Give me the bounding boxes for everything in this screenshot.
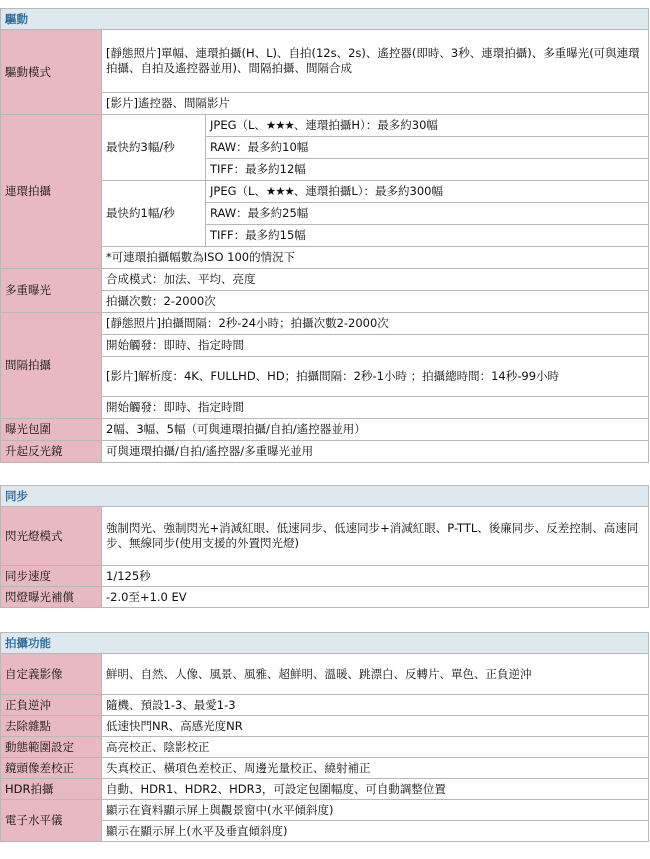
lens-correction-label: 鏡頭像差校正 xyxy=(1,758,102,779)
multi-exposure-label: 多重曝光 xyxy=(1,269,102,313)
flash-comp-label: 閃燈曝光補償 xyxy=(1,587,102,608)
mirror-up-label: 升起反光鏡 xyxy=(1,441,102,463)
continuous-fast-raw: RAW：最多約10幅 xyxy=(206,137,649,159)
continuous-slow-label: 最快約1幅/秒 xyxy=(102,181,206,247)
section-header-drive: 驅動 xyxy=(1,9,649,30)
drive-spec-table xyxy=(0,8,649,463)
continuous-slow-raw: RAW：最多約25幅 xyxy=(206,203,649,225)
sync-spec-table xyxy=(0,485,649,608)
continuous-label: 連環拍攝 xyxy=(1,115,102,269)
flash-mode-value: 強制閃光、強制閃光+消減紅眼、低速同步、低速同步+消減紅眼、P-TTL、後廉同步、反差控制、高速同步、無線同步(使用支援的外置閃光燈) xyxy=(102,507,649,566)
continuous-fast-label: 最快約3幅/秒 xyxy=(102,115,206,181)
continuous-note: *可連環拍攝幅數為ISO 100的情況下 xyxy=(102,247,649,269)
interval-label: 間隔拍攝 xyxy=(1,313,102,419)
custom-image-label: 自定義影像 xyxy=(1,654,102,695)
continuous-fast-jpeg: JPEG（L、★★★、連環拍攝H）：最多約30幅 xyxy=(206,115,649,137)
bracketing-value: 2幅、3幅、5幅（可與連環拍攝/自拍/遙控器並用） xyxy=(102,419,649,441)
cross-process-value: 隨機、預設1-3、最愛1-3 xyxy=(102,695,649,716)
drive-mode-still: [靜態照片]單幅、連環拍攝(H、L)、自拍(12s、2s)、遙控器(即時、3秒、連環拍攝)、多重曝光(可與連環拍攝、自拍及遙控器並用)、間隔拍攝、間隔合成 xyxy=(102,30,649,93)
bracketing-label: 曝光包圍 xyxy=(1,419,102,441)
hdr-label: HDR拍攝 xyxy=(1,779,102,800)
interval-movie: [影片]解析度：4K、FULLHD、HD；拍攝間隔：2秒-1小時 ；拍攝總時間：14秒-99小時 xyxy=(102,357,649,397)
flash-mode-label: 閃光燈模式 xyxy=(1,507,102,566)
interval-still-trigger: 開始觸發：即時、指定時間 xyxy=(102,335,649,357)
star-rating-icon: ★★★ xyxy=(265,184,294,198)
noise-reduction-value: 低速快門NR、高感光度NR xyxy=(102,716,649,737)
continuous-fast-tiff: TIFF：最多約12幅 xyxy=(206,159,649,181)
interval-still: [靜態照片]拍攝間隔：2秒-24小時；拍攝次數2-2000次 xyxy=(102,313,649,335)
dynamic-range-value: 高亮校正、陰影校正 xyxy=(102,737,649,758)
hdr-value: 自動、HDR1、HDR2、HDR3，可設定包圍幅度、可自動調整位置 xyxy=(102,779,649,800)
section-header-shooting: 拍攝功能 xyxy=(1,633,649,654)
multi-exposure-mode: 合成模式：加法、平均、亮度 xyxy=(102,269,649,291)
shooting-spec-table xyxy=(0,632,649,842)
sync-speed-label: 同步速度 xyxy=(1,566,102,587)
electronic-level-monitor: 顯示在顯示屏上(水平及垂直傾斜度) xyxy=(102,821,649,842)
mirror-up-value: 可與連環拍攝/自拍/遙控器/多重曝光並用 xyxy=(102,441,649,463)
electronic-level-viewfinder: 顯示在資料顯示屏上與觀景窗中(水平傾斜度) xyxy=(102,800,649,821)
noise-reduction-label: 去除雜點 xyxy=(1,716,102,737)
electronic-level-label: 電子水平儀 xyxy=(1,800,102,842)
continuous-slow-jpeg: JPEG（L、★★★、連環拍攝L）：最多約300幅 xyxy=(206,181,649,203)
drive-mode-label: 驅動模式 xyxy=(1,30,102,115)
dynamic-range-label: 動態範圍設定 xyxy=(1,737,102,758)
section-header-sync: 同步 xyxy=(1,486,649,507)
lens-correction-value: 失真校正、橫項色差校正、周邊光量校正、繞射補正 xyxy=(102,758,649,779)
star-rating-icon: ★★★ xyxy=(265,118,294,132)
interval-movie-trigger: 開始觸發：即時、指定時間 xyxy=(102,397,649,419)
multi-exposure-count: 拍攝次數：2-2000次 xyxy=(102,291,649,313)
custom-image-value: 鮮明、自然、人像、風景、風雅、超鮮明、溫暖、跳漂白、反轉片、單色、正負逆沖 xyxy=(102,654,649,695)
continuous-slow-tiff: TIFF：最多約15幅 xyxy=(206,225,649,247)
flash-comp-value: -2.0至+1.0 EV xyxy=(102,587,649,608)
cross-process-label: 正負逆沖 xyxy=(1,695,102,716)
drive-mode-movie: [影片]遙控器、間隔影片 xyxy=(102,93,649,115)
sync-speed-value: 1/125秒 xyxy=(102,566,649,587)
